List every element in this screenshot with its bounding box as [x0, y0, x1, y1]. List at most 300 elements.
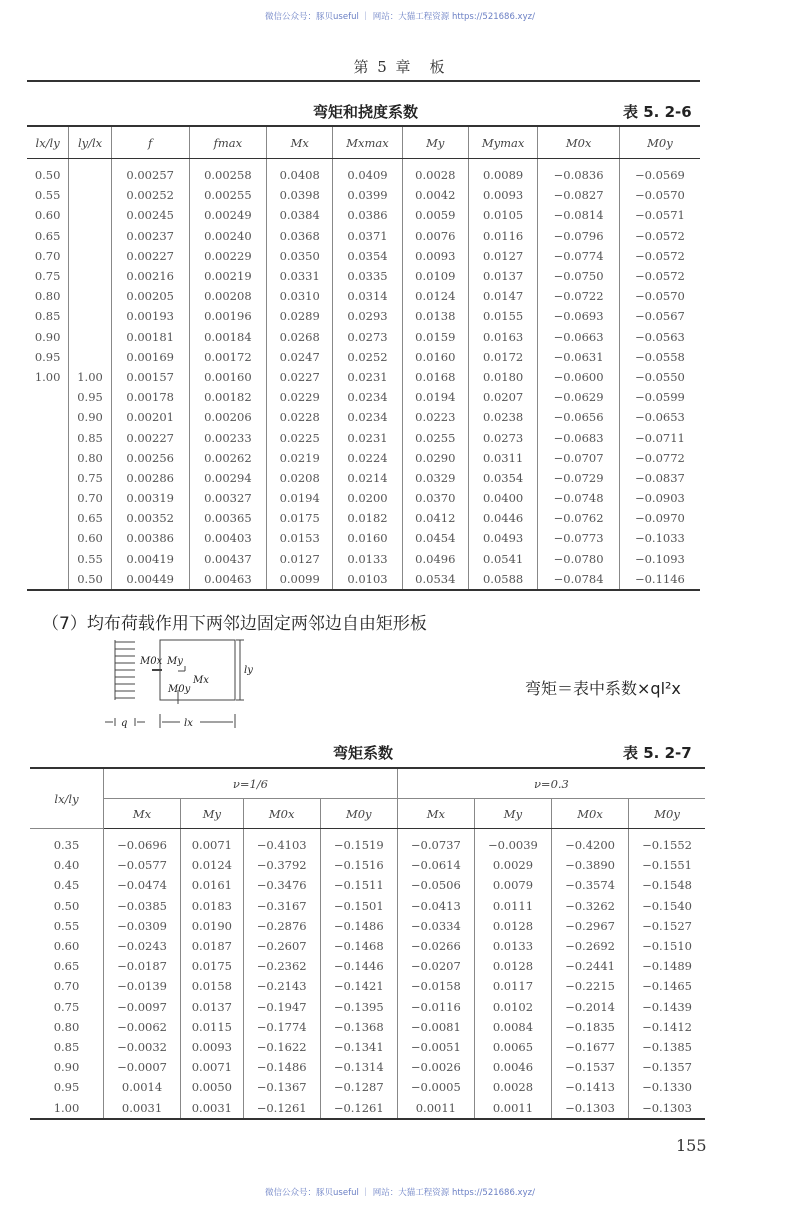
- table-5-2-7: [30, 767, 705, 1120]
- table-cell: −0.0772: [619, 448, 700, 468]
- table-cell: 0.0310: [267, 286, 333, 306]
- table-cell: −0.1486: [320, 916, 397, 936]
- table-cell: −0.0693: [538, 306, 619, 326]
- column-header: Mxmax: [333, 126, 403, 159]
- table-cell: −0.0970: [619, 508, 700, 528]
- table-cell: 0.50: [34, 168, 61, 183]
- table-cell: −0.1330: [629, 1077, 705, 1097]
- table2-title: 弯矩系数: [333, 744, 394, 762]
- table-cell: [27, 569, 69, 590]
- table-cell: −0.1947: [243, 997, 320, 1017]
- table-cell: −0.0334: [397, 916, 474, 936]
- table-cell: 0.00252: [111, 185, 189, 205]
- table-cell: 0.0133: [474, 936, 551, 956]
- table-cell: 0.65: [34, 228, 61, 243]
- table-cell: 0.00403: [189, 528, 267, 548]
- table-cell: 0.0014: [104, 1077, 181, 1097]
- table-cell: −0.1368: [320, 1017, 397, 1037]
- table-cell: 0.00227: [111, 427, 189, 447]
- table-cell: 0.0089: [468, 159, 538, 186]
- table-cell: −0.1537: [551, 1057, 628, 1077]
- table-cell: 0.0329: [402, 468, 468, 488]
- table-cell: 0.0183: [181, 896, 244, 916]
- table-cell: 0.0103: [333, 569, 403, 590]
- table-cell: 0.85: [34, 309, 61, 324]
- column-header: M0y: [320, 799, 397, 829]
- table-row: [27, 266, 700, 286]
- table-cell: 0.0172: [468, 347, 538, 367]
- table-cell: 0.0214: [333, 468, 403, 488]
- table-cell: −0.0039: [474, 829, 551, 856]
- table-cell: −0.3167: [243, 896, 320, 916]
- table-row: [27, 387, 700, 407]
- table-cell: 0.85: [69, 427, 112, 447]
- table-cell: 0.0350: [267, 246, 333, 266]
- table2-number: 表 5. 2-7: [623, 744, 692, 762]
- table-cell: −0.1511: [320, 875, 397, 895]
- table-cell: 0.0163: [468, 327, 538, 347]
- table-cell: −0.0007: [104, 1057, 181, 1077]
- table-cell: −0.1357: [629, 1057, 705, 1077]
- table-cell: 0.60: [69, 528, 112, 548]
- table-cell: 0.00419: [111, 549, 189, 569]
- table-cell: [69, 205, 112, 225]
- table-cell: −0.0550: [619, 367, 700, 387]
- table-cell: −0.1465: [629, 976, 705, 996]
- table-cell: 0.0454: [402, 528, 468, 548]
- table-cell: −0.0207: [397, 956, 474, 976]
- table-cell: 0.70: [34, 248, 61, 263]
- table-cell: −0.1527: [629, 916, 705, 936]
- table-cell: 0.0102: [474, 997, 551, 1017]
- table-cell: −0.0567: [619, 306, 700, 326]
- table-cell: 0.0335: [333, 266, 403, 286]
- table-cell: −0.0762: [538, 508, 619, 528]
- table-cell: 0.00437: [189, 549, 267, 569]
- table-cell: −0.1367: [243, 1077, 320, 1097]
- table-row: [27, 569, 700, 590]
- table-cell: [69, 286, 112, 306]
- table-cell: −0.1314: [320, 1057, 397, 1077]
- table-cell: −0.2967: [551, 916, 628, 936]
- table-cell: 0.0124: [402, 286, 468, 306]
- table-cell: 0.00157: [111, 367, 189, 387]
- table-cell: 0.0194: [267, 488, 333, 508]
- table-cell: [27, 549, 69, 569]
- table-row: [27, 205, 700, 225]
- table-cell: −0.1033: [619, 528, 700, 548]
- table-cell: −0.1468: [320, 936, 397, 956]
- table-cell: −0.3792: [243, 855, 320, 875]
- table-cell: 0.00206: [189, 407, 267, 427]
- table-cell: [69, 226, 112, 246]
- table-cell: 0.0071: [181, 1057, 244, 1077]
- table-cell: −0.2014: [551, 997, 628, 1017]
- table-row: [30, 1097, 705, 1118]
- table-cell: 0.0311: [468, 448, 538, 468]
- table-cell: 0.0127: [468, 246, 538, 266]
- table-cell: 0.0137: [468, 266, 538, 286]
- table-cell: −0.0413: [397, 896, 474, 916]
- table-cell: 0.0109: [402, 266, 468, 286]
- table-cell: −0.1439: [629, 997, 705, 1017]
- table-row: [27, 185, 700, 205]
- table-cell: 0.0207: [468, 387, 538, 407]
- table-cell: 0.0111: [474, 896, 551, 916]
- table-cell: 0.0228: [267, 407, 333, 427]
- table-5-2-6: [27, 125, 700, 591]
- table-cell: 0.95: [34, 349, 61, 364]
- table-cell: −0.0571: [619, 205, 700, 225]
- table-cell: 0.0059: [402, 205, 468, 225]
- table-row: [27, 407, 700, 427]
- table-cell: [27, 468, 69, 488]
- table-cell: 0.00319: [111, 488, 189, 508]
- table-row: [27, 347, 700, 367]
- table-cell: 0.0093: [468, 185, 538, 205]
- table-cell: 0.0031: [104, 1097, 181, 1118]
- table-cell: [69, 347, 112, 367]
- table-row: [27, 327, 700, 347]
- table-cell: −0.0572: [619, 226, 700, 246]
- label-m0x: M0x: [140, 656, 163, 667]
- table-cell: 0.0386: [333, 205, 403, 225]
- table-cell: 0.95: [69, 387, 112, 407]
- header-rule: [27, 80, 700, 82]
- table-row: [27, 427, 700, 447]
- table-cell: 0.35: [53, 838, 80, 853]
- table-cell: −0.0837: [619, 468, 700, 488]
- table-cell: −0.1261: [320, 1097, 397, 1118]
- table-cell: 0.0289: [267, 306, 333, 326]
- label-my: My: [167, 656, 183, 667]
- table-cell: −0.0614: [397, 855, 474, 875]
- table-cell: −0.0563: [619, 327, 700, 347]
- table-cell: −0.3476: [243, 875, 320, 895]
- table-cell: 0.0079: [474, 875, 551, 895]
- table-cell: −0.1552: [629, 829, 705, 856]
- column-header: f: [111, 126, 189, 159]
- table-cell: 0.00237: [111, 226, 189, 246]
- table-cell: 0.0223: [402, 407, 468, 427]
- column-header: My: [474, 799, 551, 829]
- table-cell: 0.00449: [111, 569, 189, 590]
- column-header: My: [181, 799, 244, 829]
- table-cell: 0.0105: [468, 205, 538, 225]
- table-cell: −0.0748: [538, 488, 619, 508]
- table-cell: 0.00169: [111, 347, 189, 367]
- table-cell: 0.0224: [333, 448, 403, 468]
- table-row: [27, 159, 700, 186]
- table-cell: [69, 327, 112, 347]
- table-cell: 0.70: [53, 979, 80, 994]
- column-header: Mx: [397, 799, 474, 829]
- table-cell: −0.0774: [538, 246, 619, 266]
- table-cell: [27, 427, 69, 447]
- table1-number: 表 5. 2-6: [623, 103, 692, 121]
- table-cell: [27, 508, 69, 528]
- table-cell: [27, 387, 69, 407]
- table-cell: 0.0234: [333, 387, 403, 407]
- chapter-header: 第 5 章 板: [353, 58, 447, 76]
- table-cell: −0.1385: [629, 1037, 705, 1057]
- table-row: [27, 367, 700, 387]
- table-cell: 0.0155: [468, 306, 538, 326]
- table-cell: 0.0588: [468, 569, 538, 590]
- table-cell: 0.0093: [402, 246, 468, 266]
- table-cell: −0.2215: [551, 976, 628, 996]
- table-cell: 0.60: [34, 208, 61, 223]
- table-cell: [27, 488, 69, 508]
- table-cell: −0.0629: [538, 387, 619, 407]
- table-cell: −0.1341: [320, 1037, 397, 1057]
- table-cell: 0.0268: [267, 327, 333, 347]
- table-cell: −0.0266: [397, 936, 474, 956]
- table-row: [27, 226, 700, 246]
- table-row: [30, 1037, 705, 1057]
- table-row: [30, 976, 705, 996]
- table-cell: 1.00: [69, 367, 112, 387]
- table-cell: −0.1489: [629, 956, 705, 976]
- table-cell: −0.1835: [551, 1017, 628, 1037]
- moment-formula: 弯矩＝表中系数×ql²x: [525, 679, 681, 698]
- table-cell: −0.0309: [104, 916, 181, 936]
- table-cell: −0.1510: [629, 936, 705, 956]
- table-cell: −0.0631: [538, 347, 619, 367]
- table-cell: 0.0493: [468, 528, 538, 548]
- table-row: [30, 896, 705, 916]
- table-cell: 0.0252: [333, 347, 403, 367]
- table-cell: 0.00245: [111, 205, 189, 225]
- table-cell: −0.1395: [320, 997, 397, 1017]
- table-row: [27, 286, 700, 306]
- table-cell: 0.0354: [333, 246, 403, 266]
- table-cell: −0.0836: [538, 159, 619, 186]
- table-cell: 0.0398: [267, 185, 333, 205]
- table-cell: 0.0127: [267, 549, 333, 569]
- table-cell: 0.0046: [474, 1057, 551, 1077]
- table-row: [27, 549, 700, 569]
- table-cell: 0.00386: [111, 528, 189, 548]
- table-cell: 0.0124: [181, 855, 244, 875]
- table-cell: 0.0409: [333, 159, 403, 186]
- table-row: [30, 1077, 705, 1097]
- table-cell: 0.75: [69, 468, 112, 488]
- column-header: Mx: [104, 799, 181, 829]
- plate-diagram: [90, 638, 260, 738]
- column-header: fmax: [189, 126, 267, 159]
- table-cell: −0.0696: [104, 829, 181, 856]
- column-header: M0x: [243, 799, 320, 829]
- table-cell: −0.1303: [629, 1097, 705, 1118]
- table-cell: 0.75: [53, 999, 80, 1014]
- table-cell: −0.1519: [320, 829, 397, 856]
- group-header: ν=0.3: [397, 768, 705, 799]
- table-cell: 0.60: [53, 939, 80, 954]
- table-cell: 0.0138: [402, 306, 468, 326]
- table-cell: 0.0115: [181, 1017, 244, 1037]
- table-cell: 0.0231: [333, 427, 403, 447]
- table-cell: 0.0208: [267, 468, 333, 488]
- table-cell: 0.0354: [468, 468, 538, 488]
- table-cell: −0.4200: [551, 829, 628, 856]
- table-cell: 0.0076: [402, 226, 468, 246]
- table-row: [27, 488, 700, 508]
- table-row: [30, 956, 705, 976]
- table-cell: 0.0128: [474, 956, 551, 976]
- table-cell: 0.0408: [267, 159, 333, 186]
- table-cell: 0.80: [53, 1019, 80, 1034]
- table-cell: 0.00160: [189, 367, 267, 387]
- table-row: [30, 875, 705, 895]
- table-cell: 0.0371: [333, 226, 403, 246]
- table-cell: −0.0780: [538, 549, 619, 569]
- table-cell: −0.0385: [104, 896, 181, 916]
- table-cell: −0.0570: [619, 286, 700, 306]
- table-cell: 0.0011: [397, 1097, 474, 1118]
- table-cell: −0.0722: [538, 286, 619, 306]
- table-cell: −0.0750: [538, 266, 619, 286]
- table-cell: 0.0219: [267, 448, 333, 468]
- table-cell: 0.0496: [402, 549, 468, 569]
- table-row: [27, 246, 700, 266]
- table-cell: [69, 306, 112, 326]
- table-row: [30, 936, 705, 956]
- table-cell: −0.0570: [619, 185, 700, 205]
- table-cell: 0.65: [53, 959, 80, 974]
- table-cell: 0.00463: [189, 569, 267, 590]
- table-cell: −0.0569: [619, 159, 700, 186]
- table-cell: 0.0370: [402, 488, 468, 508]
- column-header: ly/lx: [69, 126, 112, 159]
- table-cell: 0.00208: [189, 286, 267, 306]
- table-cell: [69, 266, 112, 286]
- column-header: My: [402, 126, 468, 159]
- label-ly: ly: [244, 665, 253, 676]
- table-cell: −0.3890: [551, 855, 628, 875]
- table-cell: −0.3262: [551, 896, 628, 916]
- table-cell: −0.0784: [538, 569, 619, 590]
- table-cell: 0.00240: [189, 226, 267, 246]
- table-cell: 0.75: [34, 269, 61, 284]
- table-cell: −0.0827: [538, 185, 619, 205]
- table-row: [30, 829, 705, 856]
- table-cell: 0.0190: [181, 916, 244, 936]
- table-cell: 0.0042: [402, 185, 468, 205]
- watermark-top: 微信公众号：豚贝useful ｜ 网站：大猫工程资源 https://521686.xyz/: [265, 12, 535, 22]
- table-cell: −0.1486: [243, 1057, 320, 1077]
- table-cell: 0.0273: [333, 327, 403, 347]
- table-cell: 0.0194: [402, 387, 468, 407]
- table-row: [27, 468, 700, 488]
- table-cell: 0.0117: [474, 976, 551, 996]
- table-cell: −0.2876: [243, 916, 320, 936]
- label-lx: lx: [184, 718, 193, 729]
- table-cell: 0.00258: [189, 159, 267, 186]
- table-cell: −0.1421: [320, 976, 397, 996]
- table-cell: −0.0729: [538, 468, 619, 488]
- table-cell: −0.1261: [243, 1097, 320, 1118]
- table-cell: −0.0139: [104, 976, 181, 996]
- table-cell: 0.0446: [468, 508, 538, 528]
- page-number: 155: [676, 1136, 707, 1155]
- table-cell: 0.40: [53, 858, 80, 873]
- table-cell: 0.0071: [181, 829, 244, 856]
- table-cell: 0.0238: [468, 407, 538, 427]
- table-cell: 0.80: [69, 448, 112, 468]
- table-cell: 0.95: [53, 1080, 80, 1095]
- table-cell: −0.0158: [397, 976, 474, 996]
- table-cell: 0.65: [69, 508, 112, 528]
- table-cell: 0.0153: [267, 528, 333, 548]
- table-cell: 0.0229: [267, 387, 333, 407]
- column-header: M0y: [629, 799, 705, 829]
- table-cell: 0.00193: [111, 306, 189, 326]
- table-cell: 0.00327: [189, 488, 267, 508]
- table-cell: −0.0474: [104, 875, 181, 895]
- table-cell: [69, 185, 112, 205]
- table-cell: −0.0572: [619, 266, 700, 286]
- table-row: [30, 1017, 705, 1037]
- table-cell: −0.0062: [104, 1017, 181, 1037]
- table-cell: −0.0026: [397, 1057, 474, 1077]
- table-cell: 0.0180: [468, 367, 538, 387]
- table-cell: 0.0175: [181, 956, 244, 976]
- column-header: M0x: [551, 799, 628, 829]
- table-cell: 0.0399: [333, 185, 403, 205]
- table-cell: 0.0099: [267, 569, 333, 590]
- table-row: [30, 1057, 705, 1077]
- table-cell: −0.1303: [551, 1097, 628, 1118]
- table-cell: −0.0737: [397, 829, 474, 856]
- table-cell: −0.0707: [538, 448, 619, 468]
- table-row: [30, 916, 705, 936]
- table-cell: 0.00216: [111, 266, 189, 286]
- table-cell: 0.0160: [402, 347, 468, 367]
- table-cell: 0.0175: [267, 508, 333, 528]
- table-row: [30, 855, 705, 875]
- table-cell: −0.0711: [619, 427, 700, 447]
- table-cell: 0.90: [69, 407, 112, 427]
- table-cell: 0.0534: [402, 569, 468, 590]
- table-cell: −0.1501: [320, 896, 397, 916]
- table-cell: 0.00286: [111, 468, 189, 488]
- table-cell: −0.3574: [551, 875, 628, 895]
- table-cell: −0.0577: [104, 855, 181, 875]
- table-cell: −0.0558: [619, 347, 700, 367]
- table-cell: 0.45: [53, 878, 80, 893]
- table-cell: 0.00365: [189, 508, 267, 528]
- table-cell: 1.00: [53, 1100, 80, 1115]
- column-header: lx/ly: [27, 126, 69, 159]
- table-cell: 0.0028: [402, 159, 468, 186]
- table-cell: 0.00249: [189, 205, 267, 225]
- table-cell: −0.1413: [551, 1077, 628, 1097]
- watermark-bottom: 微信公众号：豚贝useful ｜ 网站：大猫工程资源 https://521686.xyz/: [265, 1188, 535, 1198]
- column-header: Mx: [267, 126, 333, 159]
- table-cell: 0.00227: [111, 246, 189, 266]
- table-cell: 0.00229: [189, 246, 267, 266]
- table-cell: −0.0653: [619, 407, 700, 427]
- column-header: M0y: [619, 126, 700, 159]
- table-cell: 0.0168: [402, 367, 468, 387]
- table-cell: −0.1516: [320, 855, 397, 875]
- table-cell: 0.0050: [181, 1077, 244, 1097]
- table-cell: 0.0065: [474, 1037, 551, 1057]
- table-cell: −0.2143: [243, 976, 320, 996]
- table-cell: 0.0293: [333, 306, 403, 326]
- table-cell: 0.55: [69, 549, 112, 569]
